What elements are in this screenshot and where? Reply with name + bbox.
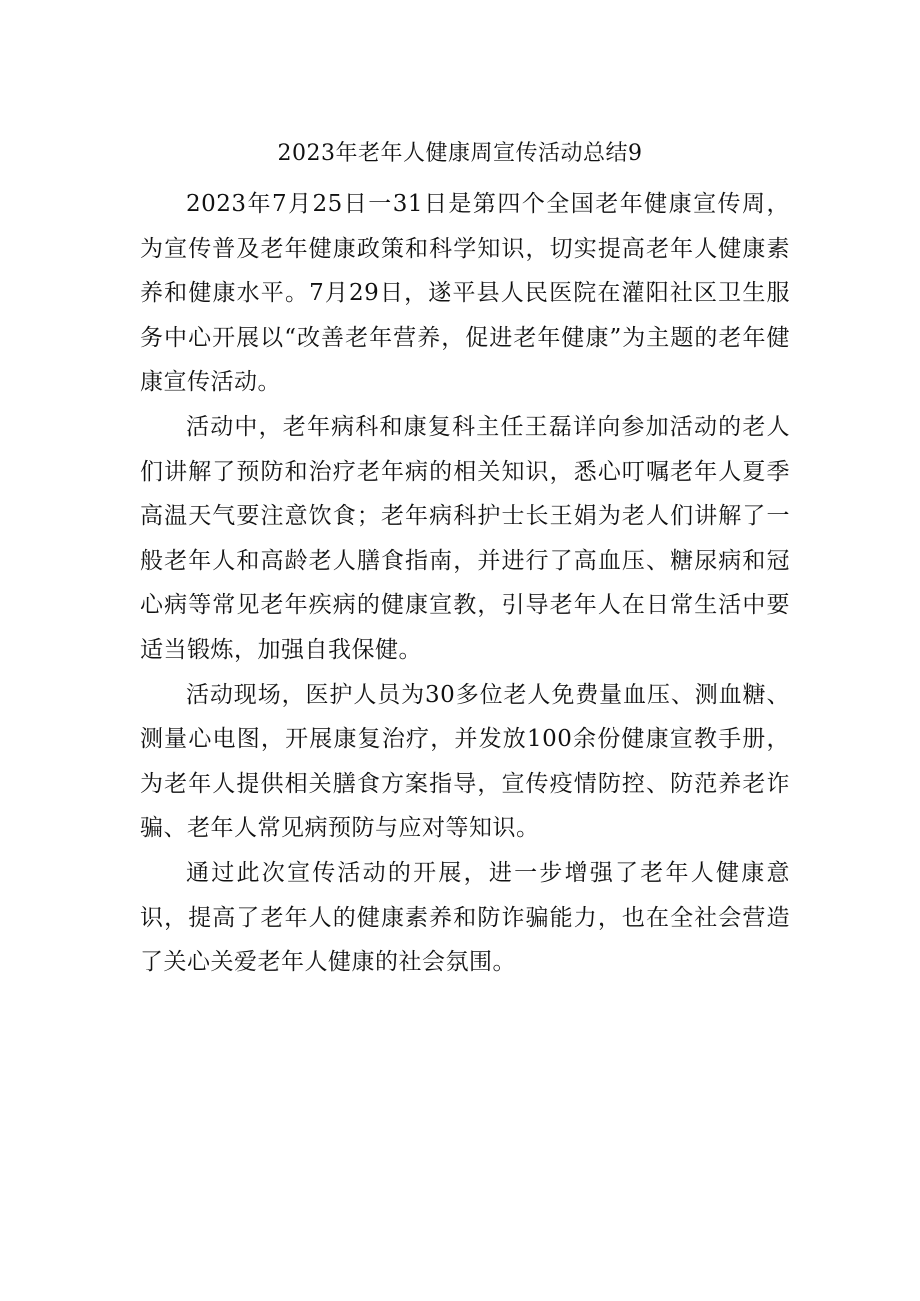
document-title: 2023年老年人健康周宣传活动总结9	[277, 141, 643, 166]
paragraph-4: 通过此次宣传活动的开展，进一步增强了老年人健康意识，提高了老年人的健康素养和防诈骗能力，也在全社会营造了关心关爱老年人健康的社会氛围。	[140, 859, 790, 976]
paragraph-2: 活动中，老年病科和康复科主任王磊详向参加活动的老人们讲解了预防和治疗老年病的相关知识，悉心叮嘱老年人夏季高温天气要注意饮食；老年病科护士长王娟为老人们讲解了一般老年人和高龄老人膳食指南，并进行了高血压、糖尿病和冠心病等常见老年疾病的健康宣教，引导老年人在日常生活中要适当锻炼，加强自我保健。	[140, 413, 790, 663]
paragraph-1: 2023年7月25日一31日是第四个全国老年健康宣传周，为宣传普及老年健康政策和科学知识，切实提高老年人健康素养和健康水平。7月29日，遂平县人民医院在灌阳社区卫生服务中心开展以“改善老年营养，促进老年健康”为主题的老年健康宣传活动。	[140, 191, 790, 396]
paragraph-3: 活动现场，医护人员为30多位老人免费量血压、测血糖、测量心电图，开展康复治疗，并发放100余份健康宣教手册，为老年人提供相关膳食方案指导，宣传疫情防控、防范养老诈骗、老年人常见病预防与应对等知识。	[140, 681, 790, 842]
document-body	[140, 182, 790, 985]
